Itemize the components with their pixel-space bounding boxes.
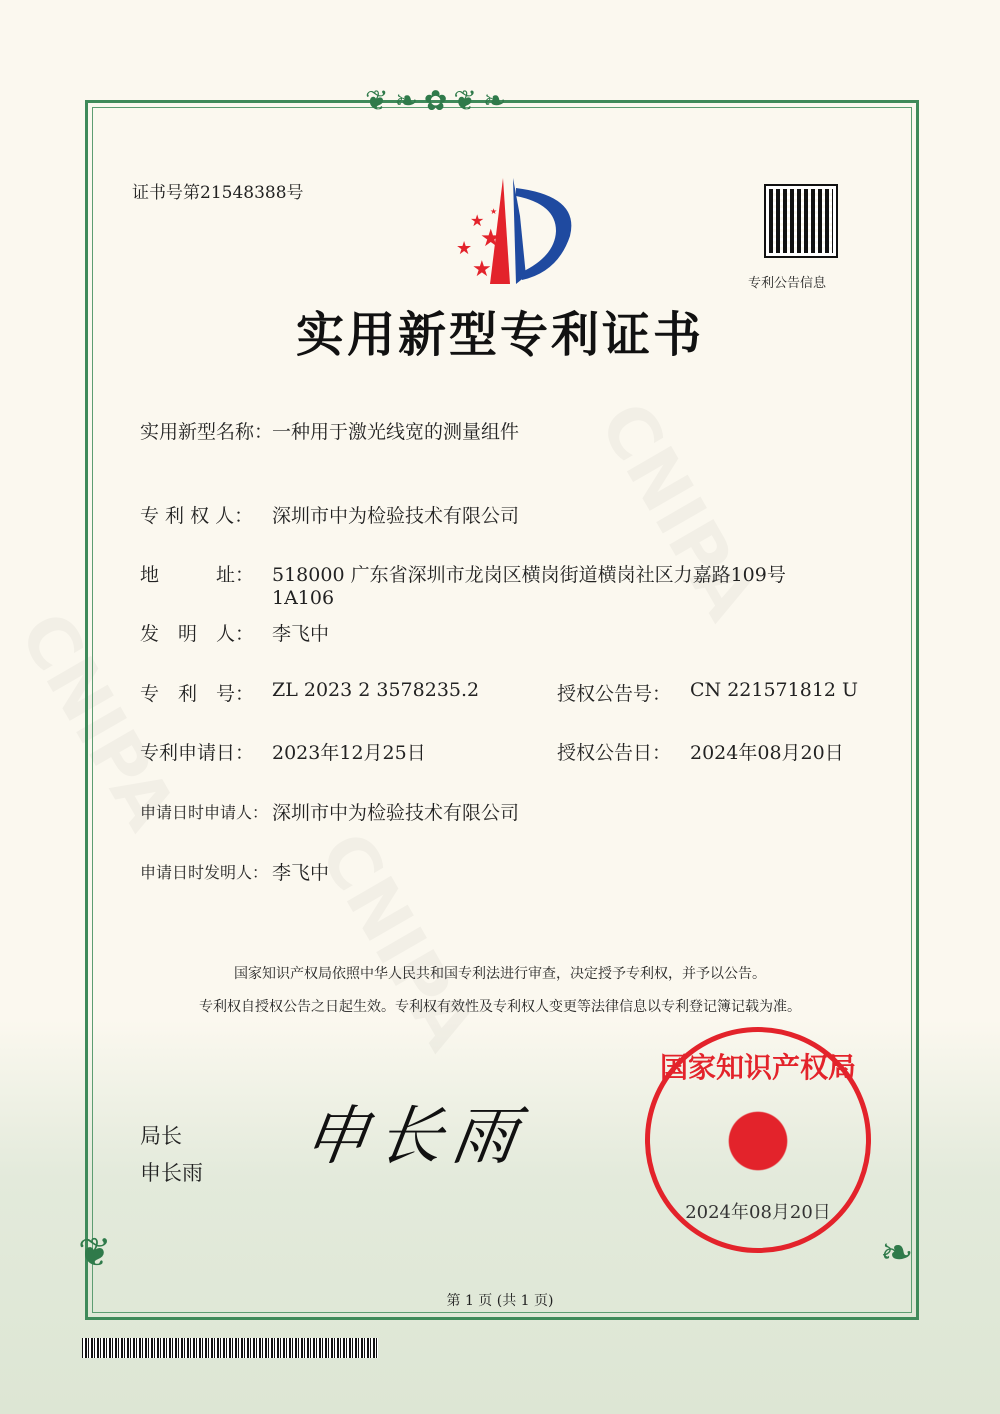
field-label: 申请日时发明人：	[140, 863, 269, 882]
field-label: 发 明 人：	[140, 623, 255, 645]
ornament-bottom-left: ❦	[78, 1230, 112, 1276]
address: 518000 广东省深圳市龙岗区横岗街道横岗社区力嘉路109号	[272, 564, 786, 586]
utility-model-name: 一种用于激光线宽的测量组件	[272, 421, 520, 443]
svg-text:★: ★	[456, 238, 473, 259]
inventor-at-filing: 李飞中	[272, 862, 330, 884]
qr-caption: 专利公告信息	[748, 276, 827, 291]
ornament-bottom-right: ❧	[880, 1230, 914, 1276]
grant-publication-date: 2024年08月20日	[690, 742, 844, 764]
inventor: 李飞中	[272, 623, 330, 645]
field-label: 授权公告号：	[557, 683, 672, 705]
seal-text: 国家知识产权局	[659, 1051, 856, 1084]
cnipa-logo	[430, 176, 580, 288]
ornament-top: ❦❧✿❦❧	[365, 84, 513, 117]
patentee: 深圳市中为检验技术有限公司	[272, 505, 520, 527]
seal-date: 2024年08月20日	[685, 1202, 831, 1223]
field-label: 授权公告日：	[557, 742, 672, 764]
barcode	[82, 1338, 378, 1358]
application-date: 2023年12月25日	[272, 742, 426, 764]
notice-line: 专利权自授权公告之日起生效。专利权有效性及专利权人变更等法律信息以专利登记簿记载为准。	[199, 999, 801, 1015]
svg-text:★: ★	[470, 211, 485, 230]
signatory-name: 申长雨	[140, 1161, 203, 1185]
field-label: 申请日时申请人：	[140, 803, 269, 822]
qr-code[interactable]	[766, 186, 836, 256]
field-label: 地 址：	[140, 564, 255, 586]
handwritten-signature: 申长雨	[298, 1100, 532, 1174]
page-title: 实用新型专利证书	[295, 307, 704, 363]
svg-text:★: ★	[490, 207, 498, 216]
grant-publication-number: CN 221571812 U	[690, 679, 859, 701]
field-label: 实用新型名称：	[140, 421, 274, 443]
address-line2: 1A106	[272, 587, 335, 609]
certificate-number: 证书号第21548388号	[132, 183, 304, 203]
field-label: 专利申请日：	[140, 742, 255, 764]
patent-number: ZL 2023 2 3578235.2	[272, 679, 480, 701]
official-seal	[645, 1027, 871, 1253]
national-emblem	[713, 1096, 803, 1186]
field-label: 专 利 号：	[140, 683, 255, 705]
notice-line: 国家知识产权局依照中华人民共和国专利法进行审查，决定授予专利权，并予以公告。	[234, 966, 766, 982]
applicant-at-filing: 深圳市中为检验技术有限公司	[272, 802, 520, 824]
field-label: 专 利 权 人：	[140, 505, 254, 527]
svg-text:★: ★	[480, 224, 502, 252]
page-indicator: 第 1 页 (共 1 页)	[446, 1293, 554, 1309]
signatory-title: 局长	[140, 1124, 182, 1148]
svg-text:★: ★	[472, 257, 492, 282]
